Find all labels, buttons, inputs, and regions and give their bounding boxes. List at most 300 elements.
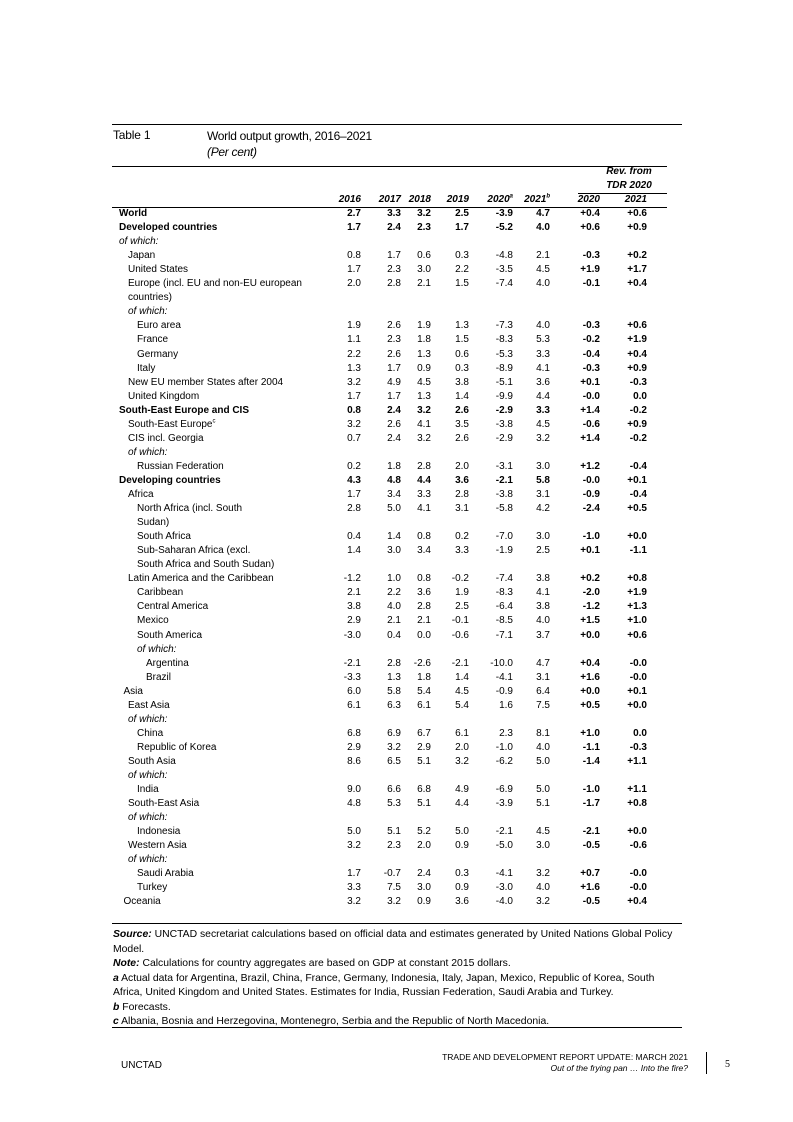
table-cell: 3.0 [536,531,550,543]
table-cell: 2.8 [455,489,469,500]
table-cell: 6.1 [455,727,469,739]
table-cell: +0.1 [580,545,600,557]
table-cell: 1.6 [499,699,513,711]
table-cell: +1.4 [580,432,600,444]
table-cell: 0.6 [455,348,469,360]
table-cell: 5.4 [455,699,469,711]
table-cell: -10.0 [490,657,513,669]
row-label: of which: [128,446,168,458]
table-cell: -4.8 [495,250,513,262]
table-cell: 2.2 [455,264,469,276]
table-cell: 5.4 [417,685,431,697]
table-cell: 1.4 [347,545,361,557]
table-cell: 3.6 [417,587,431,599]
table-cell: 6.1 [347,699,361,711]
table-cell: +0.1 [627,474,647,486]
table-cell: 3.4 [417,545,431,557]
table-cell: 3.8 [347,601,361,613]
table-cell: 1.8 [417,671,431,683]
table-cell: +0.4 [580,208,600,219]
table-cell: 3.2 [347,840,361,852]
table-cell: -1.7 [582,798,600,810]
table-cell: 5.0 [536,784,550,796]
table-cell: -3.1 [495,460,513,472]
table-cell: -3.0 [495,882,513,894]
table-cell: 4.0 [536,615,550,627]
table-cell: 4.0 [536,882,550,894]
row-label: Mexico [137,615,169,627]
table-cell: 3.3 [536,348,550,360]
table-cell: 1.4 [387,531,401,543]
table-cell: +0.0 [580,629,600,641]
table-cell: 5.0 [455,826,469,838]
row-label: of which: [128,812,168,824]
table-cell: 2.7 [347,208,361,219]
table-cell: 5.0 [387,503,401,515]
table-cell: +1.2 [580,460,600,472]
footer-publisher: UNCTAD [121,1060,162,1071]
table-cell: -2.1 [495,474,513,486]
table-cell: -0.3 [582,320,600,332]
table-cell: 2.9 [347,741,361,753]
table-cell: 6.3 [387,699,401,711]
footer-report-title: TRADE AND DEVELOPMENT REPORT UPDATE: MARCH 2021 Out of the frying pan … Into the fire? [442,1052,688,1073]
table-cell: -2.0 [582,587,600,599]
table-cell: 0.0 [633,390,647,402]
column-header-3: 2019 [446,194,469,205]
table-cell: 4.9 [455,784,469,796]
row-label: United States [128,264,189,276]
table-cell: +0.6 [627,629,647,641]
table-subtitle: (Per cent) [207,145,257,159]
table-cell: 4.5 [455,685,469,697]
table-cell: +1.5 [580,615,600,627]
table-bottom-rule [112,923,682,924]
table-cell: +0.8 [627,798,647,810]
table-cell: 0.4 [347,531,361,543]
row-label: Russian Federation [137,460,224,472]
row-label: Argentina [146,657,189,669]
table-cell: -0.1 [582,278,600,290]
table-cell: +0.4 [627,348,647,360]
table-cell: -2.9 [495,404,513,416]
table-cell: +1.7 [627,264,647,276]
table-cell: -0.3 [629,741,647,753]
table-cell: -0.1 [451,615,469,627]
table-cell: 5.0 [536,755,550,767]
table-cell: -0.2 [451,573,469,585]
row-label: South-East Europe$^c$ [128,418,216,430]
table-cell: -0.3 [582,362,600,374]
table-cell: 3.1 [455,503,469,515]
table-cell: 2.1 [417,615,431,627]
table-cell: -0.6 [582,418,600,430]
table-cell: -6.2 [495,755,513,767]
table-cell: 2.9 [417,741,431,753]
table-cell: +0.4 [627,278,647,290]
row-label: of which: [128,770,168,781]
table-cell: 2.2 [347,348,361,360]
table-cell: +1.6 [580,671,600,683]
table-cell: 2.1 [347,587,361,599]
table-cell: 1.9 [347,320,361,332]
table-cell: 2.4 [387,222,401,234]
row-label: Europe (incl. EU and non-EU european [128,278,302,290]
table-cell: 4.1 [417,503,431,515]
table-cell: 3.2 [417,208,431,219]
row-label: United Kingdom [128,390,200,402]
table-cell: -9.9 [495,390,513,402]
table-cell: 2.8 [417,460,431,472]
table-cell: +1.0 [580,727,600,739]
table-cell: 5.8 [387,685,401,697]
column-header-4: 2020$^a$ [487,193,513,205]
footer-divider [706,1052,707,1074]
table-cell: 0.8 [417,573,431,585]
table-cell: 4.3 [347,474,361,486]
column-header-1: 2017 [378,194,401,205]
table-cell: 6.0 [347,685,361,697]
table-cell: 4.7 [536,657,550,669]
table-cell: -3.9 [495,798,513,810]
table-title-block [207,128,372,160]
table-cell: 4.0 [387,601,401,613]
table-cell: -0.2 [582,334,600,346]
table-cell: 1.8 [387,460,401,472]
table-cell: 4.7 [536,208,550,219]
table-cell: +0.6 [627,320,647,332]
table-cell: 1.3 [455,320,469,332]
table-cell: -0.6 [629,840,647,852]
table-cell: +1.9 [627,334,647,346]
table-cell: 4.0 [536,222,550,234]
table-cell: -3.3 [343,671,361,683]
table-cell: 4.0 [536,741,550,753]
table-cell: +0.9 [627,362,647,374]
table-cell: 4.4 [455,798,469,810]
table-cell: -5.3 [495,348,513,360]
table-cell: +0.8 [627,573,647,585]
table-cell: 2.2 [387,587,401,599]
table-cell: 0.3 [455,250,469,262]
table-cell: -0.4 [582,348,600,360]
table-cell: 1.7 [347,390,361,402]
table-cell: 2.1 [536,250,550,262]
table-cell: +1.1 [627,755,647,767]
rev-header-line2: TDR 2020 [606,180,652,191]
table-cell: 4.5 [536,418,550,430]
row-label: countries) [128,292,172,304]
column-header-6: 2020 [577,194,600,205]
table-cell: +1.1 [627,784,647,796]
table-number: Table 1 [113,128,151,142]
table-cell: 5.1 [417,755,431,767]
table-cell: 1.7 [387,362,401,374]
table-cell: -0.9 [582,489,600,500]
table-cell: 6.5 [387,755,401,767]
table-cell: 1.8 [417,334,431,346]
table-cell: 5.8 [536,474,550,486]
table-cell: 0.3 [455,868,469,880]
table-cell: -1.2 [582,601,600,613]
table-cell: +1.4 [580,404,600,416]
table-cell: 0.2 [455,531,469,543]
table-cell: +1.9 [627,587,647,599]
table-cell: +0.6 [580,222,600,234]
row-label: France [137,334,169,346]
table-cell: +0.4 [580,657,600,669]
row-label: of which: [128,306,168,318]
row-label: World [119,208,148,219]
table-cell: 2.1 [387,615,401,627]
row-label: Brazil [146,671,172,683]
row-label: Indonesia [137,826,181,838]
table-cell: 5.3 [536,334,550,346]
table-cell: -0.7 [383,868,401,880]
table-cell: 2.6 [387,348,401,360]
table-cell: -0.2 [629,432,647,444]
table-cell: +0.5 [627,503,647,515]
table-cell: -0.9 [495,685,513,697]
table-cell: -8.3 [495,587,513,599]
table-cell: -2.9 [495,432,513,444]
table-cell: 3.2 [347,896,361,908]
table-cell: -1.9 [495,545,513,557]
table-cell: 2.8 [347,503,361,515]
table-top-rule [112,124,682,125]
table-cell: 6.7 [417,727,431,739]
row-label: Developed countries [119,222,218,234]
table-cell: -4.1 [495,868,513,880]
table-cell: -4.1 [495,671,513,683]
table-cell: 1.9 [455,587,469,599]
table-cell: 1.5 [455,278,469,290]
table-cell: 1.4 [455,390,469,402]
table-cell: 3.8 [455,376,469,388]
table-cell: 4.1 [417,418,431,430]
table-cell: 3.4 [387,489,401,500]
table-cell: -2.1 [582,826,600,838]
table-cell: 1.7 [347,489,361,500]
table-cell: 4.5 [536,264,550,276]
table-cell: -1.0 [582,784,600,796]
footnote-c: c Albania, Bosnia and Herzegovina, Montenegro, Serbia and the Republic of North Macedonia. [113,1016,550,1027]
table-cell: -5.1 [495,376,513,388]
table-cell: -1.0 [582,531,600,543]
table-cell: 2.1 [417,278,431,290]
table-cell: 8.1 [536,727,550,739]
table-cell: 3.2 [536,896,550,908]
table-cell: +1.0 [627,615,647,627]
table-cell: +0.0 [627,531,647,543]
table-cell: 3.2 [455,755,469,767]
table-cell: -7.0 [495,531,513,543]
table-cell: -2.4 [582,503,600,515]
table-cell: 3.3 [455,545,469,557]
footnote-a: a Actual data for Argentina, Brazil, China, France, Germany, Indonesia, Italy, Japan, Mexico, Republic of Korea, South Africa, United Kingdom and United States. Estimates for India, Russian Federation, Saudi Arabia and Turkey. [113,972,655,998]
table-cell: 2.0 [417,840,431,852]
table-cell: -0.0 [629,868,647,880]
row-label: of which: [128,854,168,866]
table-cell: 9.0 [347,784,361,796]
table-cell: -8.9 [495,362,513,374]
row-label: India [137,784,159,796]
table-cell: 3.0 [417,264,431,276]
table-cell: 5.1 [387,826,401,838]
table-cell: 5.1 [417,798,431,810]
table-cell: -7.4 [495,278,513,290]
table-cell: -0.3 [629,376,647,388]
table-cell: 3.6 [536,376,550,388]
table-cell: +0.7 [580,868,600,880]
table-cell: -3.8 [495,418,513,430]
table-cell: +0.5 [580,699,600,711]
table-cell: +0.0 [627,699,647,711]
table-cell: +0.9 [627,418,647,430]
table-cell: 3.1 [536,671,550,683]
row-label: South Africa [137,531,191,543]
table-cell: -1.1 [582,741,600,753]
table-cell: 0.8 [347,250,361,262]
row-label: of which: [137,643,177,655]
table-cell: 4.0 [536,320,550,332]
table-cell: 1.7 [347,222,361,234]
table-cell: -0.5 [582,896,600,908]
table-cell: -2.1 [343,657,361,669]
table-cell: 0.9 [417,896,431,908]
table-cell: 3.6 [455,896,469,908]
table-cell: 2.8 [387,278,401,290]
table-cell: 2.3 [387,264,401,276]
footnote-b: b Forecasts. [113,1001,171,1013]
rev-header-line1: Rev. from [606,166,652,177]
table-cell: 3.2 [387,741,401,753]
table-cell: 0.0 [633,727,647,739]
table-cell: 2.5 [536,545,550,557]
column-header-7: 2021 [624,194,647,205]
row-label: Oceania [123,896,161,908]
table-cell: -1.2 [343,573,361,585]
table-cell: 4.4 [536,390,550,402]
table-cell: 2.6 [455,432,469,444]
table-cell: 3.3 [387,208,401,219]
table-cell: 2.3 [417,222,431,234]
table-cell: -7.4 [495,573,513,585]
table-cell: -0.5 [582,840,600,852]
table-cell: -3.0 [343,629,361,641]
notes-bottom-rule [112,1027,682,1028]
table-cell: -3.8 [495,489,513,500]
table-cell: 1.7 [387,390,401,402]
table-cell: 0.7 [347,432,361,444]
table-cell: -6.9 [495,784,513,796]
row-label: South-East Europe and CIS [119,404,250,416]
row-label: Caribbean [137,587,184,599]
table-cell: -7.3 [495,320,513,332]
table-cell: +0.0 [580,685,600,697]
table-cell: 6.8 [417,784,431,796]
table-cell: 6.8 [347,727,361,739]
row-label: South America [137,629,203,641]
row-label: Sudan) [137,517,170,529]
table-cell: 4.0 [536,278,550,290]
table-cell: 2.3 [499,727,513,739]
table-cell: +1.9 [580,264,600,276]
table-cell: 3.2 [387,896,401,908]
table-cell: 1.7 [455,222,469,234]
table-cell: 6.1 [417,699,431,711]
table-cell: -6.4 [495,601,513,613]
table-cell: 2.8 [417,601,431,613]
table-cell: 3.7 [536,629,550,641]
table-cell: 3.8 [536,601,550,613]
table-cell: 0.9 [455,840,469,852]
table-cell: 2.6 [455,404,469,416]
row-label: China [137,727,164,739]
column-header-2: 2018 [408,194,431,205]
table-cell: 3.3 [347,882,361,894]
table-cell: -2.1 [495,826,513,838]
table-cell: 0.4 [387,629,401,641]
row-label: Developing countries [119,474,221,486]
table-cell: -1.1 [629,545,647,557]
table-cell: 1.9 [417,320,431,332]
table-cell: +1.6 [580,882,600,894]
table-cell: 3.6 [455,474,469,486]
row-label: CIS incl. Georgia [128,432,204,444]
table-cell: -5.0 [495,840,513,852]
table-cell: -0.4 [629,460,647,472]
table-cell: +0.0 [627,826,647,838]
table-cell: 2.6 [387,418,401,430]
row-label: South Asia [128,755,176,767]
row-label: Japan [128,250,156,262]
row-label: Central America [137,601,209,613]
table-cell: 3.0 [417,882,431,894]
table-cell: 2.3 [387,334,401,346]
table-notes [113,928,683,1030]
table-cell: -4.0 [495,896,513,908]
column-header-5: 2021$^b$ [524,193,550,205]
table-cell: +0.2 [580,573,600,585]
table-cell: 5.1 [536,798,550,810]
table-cell: 1.4 [455,671,469,683]
table-cell: 4.1 [536,587,550,599]
table-cell: -0.0 [629,657,647,669]
table-cell: 1.3 [387,671,401,683]
table-cell: 2.5 [455,601,469,613]
table-cell: 5.3 [387,798,401,810]
table-cell: -5.2 [495,222,513,234]
table-cell: -0.0 [582,474,600,486]
row-label: North Africa (incl. South [137,503,243,515]
table-cell: 4.5 [536,826,550,838]
table-cell: 2.3 [387,840,401,852]
row-label: Turkey [137,882,168,894]
table-cell: 3.3 [417,489,431,500]
row-label: Sub-Saharan Africa (excl. [137,545,251,557]
table-cell: 1.5 [455,334,469,346]
table-cell: -0.0 [582,390,600,402]
table-cell: 3.8 [536,573,550,585]
table-cell: 1.0 [387,573,401,585]
table-cell: 4.9 [387,376,401,388]
table-cell: -0.0 [629,671,647,683]
table-cell: -0.2 [629,404,647,416]
table-cell: -3.5 [495,264,513,276]
table-cell: -2.1 [451,657,469,669]
table-cell: 2.0 [455,460,469,472]
